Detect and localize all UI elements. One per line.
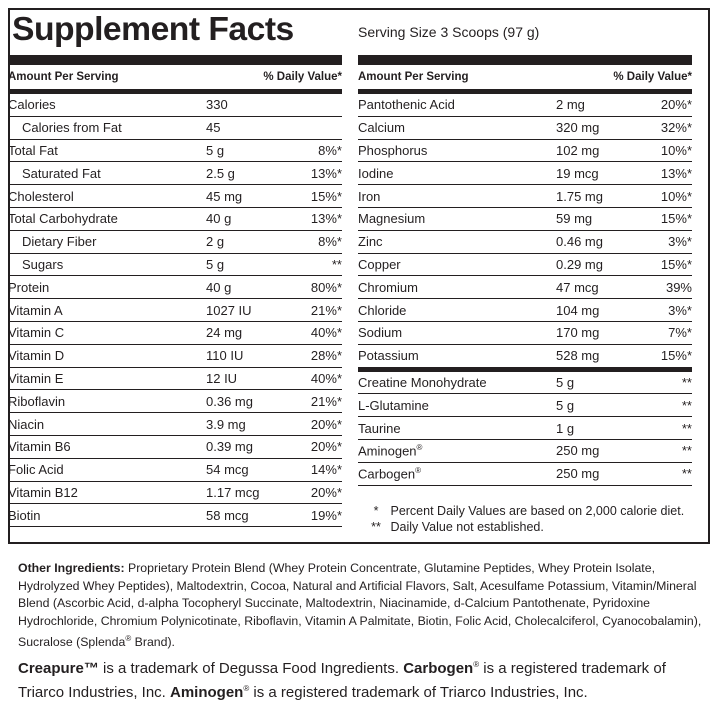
nutrient-name: Dietary Fiber xyxy=(22,234,97,250)
nutrient-row xyxy=(8,345,342,368)
nutrient-row xyxy=(8,276,342,299)
nutrient-dv: 80%* xyxy=(310,279,342,295)
nutrient-dv: 8%* xyxy=(318,142,342,158)
nutrient-amount: 330 xyxy=(206,97,228,113)
nutrient-amount: 47 mcg xyxy=(556,279,599,295)
nutrient-row xyxy=(8,94,342,117)
nutrient-dv: 15%* xyxy=(660,211,692,227)
nutrient-amount: 110 IU xyxy=(206,348,244,364)
trademark-notice: Creapure™ is a trademark of Degussa Food Ingredients. Carbogen® is a registered trademark of Triarco Industries, Inc. Aminogen® is a registered trademark of Triarco Industries, Inc. xyxy=(18,660,666,701)
nutrient-amount: 59 mg xyxy=(556,211,593,227)
nutrient-dv: 15%* xyxy=(660,256,692,272)
nutrient-name: Cholesterol xyxy=(8,188,74,204)
nutrient-row xyxy=(8,185,342,208)
nutrient-dv: 3%* xyxy=(668,234,692,250)
nutrient-dv: ** xyxy=(331,256,342,272)
dv-header: % Daily Value* xyxy=(613,71,692,83)
column-header xyxy=(8,65,342,94)
nutrient-name: Creatine Monohydrate xyxy=(358,374,487,390)
nutrient-dv: 8%* xyxy=(318,234,342,250)
nutrient-dv: 32%* xyxy=(660,120,692,136)
nutrient-amount: 528 mg xyxy=(556,348,600,364)
nutrient-dv: 15%* xyxy=(310,188,342,204)
nutrient-dv: ** xyxy=(681,397,692,413)
left-column xyxy=(8,55,342,527)
nutrient-dv: ** xyxy=(681,374,692,390)
nutrient-dv: 7%* xyxy=(668,325,692,341)
nutrient-amount: 1.75 mg xyxy=(556,188,603,204)
nutrient-amount: 2 g xyxy=(206,234,225,250)
nutrient-name: Vitamin D xyxy=(8,348,65,364)
nutrient-row xyxy=(358,463,692,486)
nutrient-dv: 20%* xyxy=(310,416,342,432)
nutrient-row xyxy=(358,394,692,417)
nutrient-dv: 28%* xyxy=(310,348,342,364)
nutrient-amount: 24 mg xyxy=(206,325,243,341)
nutrient-row xyxy=(358,94,692,117)
nutrient-amount: 0.36 mg xyxy=(206,393,253,409)
nutrient-name: Calories xyxy=(8,97,56,113)
nutrient-row xyxy=(358,276,692,299)
nutrient-row xyxy=(8,254,342,277)
nutrient-amount: 45 mg xyxy=(206,188,243,204)
nutrient-dv: 13%* xyxy=(310,211,342,227)
nutrient-name: Aminogen® xyxy=(358,443,423,459)
nutrient-amount: 2.5 g xyxy=(206,165,235,181)
nutrient-amount: 5 g xyxy=(556,397,575,413)
nutrient-row xyxy=(8,368,342,391)
nutrient-dv: 13%* xyxy=(310,165,342,181)
nutrient-name: Zinc xyxy=(358,234,383,250)
nutrient-name: Total Carbohydrate xyxy=(8,211,118,227)
nutrient-row xyxy=(358,345,692,372)
nutrient-dv: 40%* xyxy=(310,325,342,341)
nutrient-name: Chloride xyxy=(358,302,407,318)
nutrient-row xyxy=(8,162,342,185)
nutrient-amount: 40 g xyxy=(206,279,232,295)
nutrient-name: Chromium xyxy=(358,279,418,295)
nutrient-row xyxy=(8,482,342,505)
nutrient-dv: 40%* xyxy=(310,370,342,386)
nutrient-row xyxy=(8,436,342,459)
ingredients-label: Other Ingredients: xyxy=(18,561,125,575)
nutrient-row xyxy=(8,208,342,231)
nutrient-name: Sodium xyxy=(358,325,403,341)
panel-title: Supplement Facts xyxy=(12,10,294,47)
nutrient-amount: 5 g xyxy=(206,256,225,272)
nutrient-dv: 21%* xyxy=(310,393,342,409)
nutrient-name: Vitamin B12 xyxy=(8,484,78,500)
nutrient-row xyxy=(8,459,342,482)
nutrient-row xyxy=(358,440,692,463)
nutrient-name: Potassium xyxy=(358,348,419,364)
nutrient-name: Pantothenic Acid xyxy=(358,97,455,113)
nutrient-amount: 102 mg xyxy=(556,142,600,158)
nutrient-amount: 0.46 mg xyxy=(556,234,603,250)
right-column xyxy=(358,55,692,486)
serving-size: Serving Size 3 Scoops (97 g) xyxy=(358,24,540,40)
nutrient-row xyxy=(8,322,342,345)
nutrient-name: Carbogen® xyxy=(358,465,422,482)
nutrient-dv: ** xyxy=(681,443,692,459)
nutrient-name: Protein xyxy=(8,279,50,295)
nutrient-amount: 250 mg xyxy=(556,466,600,482)
nutrient-amount: 45 xyxy=(206,120,221,136)
nutrient-dv: 20%* xyxy=(310,439,342,455)
nutrient-dv: 10%* xyxy=(660,188,692,204)
nutrient-amount: 0.29 mg xyxy=(556,256,603,272)
nutrient-dv: 14%* xyxy=(310,462,342,478)
nutrient-row xyxy=(358,372,692,395)
nutrient-row xyxy=(8,390,342,413)
nutrient-amount: 5 g xyxy=(556,374,575,390)
nutrient-name: Vitamin C xyxy=(8,325,65,341)
nutrient-amount: 0.39 mg xyxy=(206,439,253,455)
nutrient-dv: 20%* xyxy=(310,484,342,500)
nutrient-amount: 40 g xyxy=(206,211,232,227)
nutrient-amount: 1 g xyxy=(556,420,575,436)
nutrient-name: Folic Acid xyxy=(8,462,64,478)
nutrient-name: Calcium xyxy=(358,120,405,136)
nutrient-row xyxy=(8,140,342,163)
nutrient-list-left xyxy=(8,94,342,527)
nutrient-row xyxy=(8,504,342,527)
nutrient-row xyxy=(358,117,692,140)
footnote: ** Daily Value not established. xyxy=(371,520,544,534)
ingredient-list-right xyxy=(358,372,692,486)
nutrient-name: Iodine xyxy=(358,165,394,181)
nutrient-row xyxy=(358,208,692,231)
nutrient-name: Sugars xyxy=(22,256,64,272)
nutrient-row xyxy=(358,322,692,345)
nutrient-amount: 54 mcg xyxy=(206,462,249,478)
top-bar xyxy=(8,55,342,65)
amount-header: Amount Per Serving xyxy=(8,71,119,83)
amount-header: Amount Per Serving xyxy=(358,71,469,83)
nutrient-amount: 320 mg xyxy=(556,120,600,136)
nutrient-name: Niacin xyxy=(8,416,45,432)
nutrient-row xyxy=(358,299,692,322)
nutrient-name: Total Fat xyxy=(8,142,58,158)
nutrient-amount: 1027 IU xyxy=(206,302,252,318)
nutrient-amount: 5 g xyxy=(206,142,225,158)
nutrient-name: Riboflavin xyxy=(8,393,66,409)
nutrient-amount: 12 IU xyxy=(206,370,238,386)
nutrient-dv: 3%* xyxy=(668,302,692,318)
nutrient-dv: 10%* xyxy=(660,142,692,158)
nutrient-row xyxy=(358,162,692,185)
nutrient-amount: 250 mg xyxy=(556,443,600,459)
nutrient-amount: 1.17 mcg xyxy=(206,484,260,500)
nutrient-amount: 170 mg xyxy=(556,325,600,341)
nutrient-name: Vitamin A xyxy=(8,302,63,318)
nutrient-name: Vitamin B6 xyxy=(8,439,71,455)
nutrient-row xyxy=(358,185,692,208)
nutrient-row xyxy=(358,231,692,254)
nutrient-name: Copper xyxy=(358,256,401,272)
nutrient-amount: 3.9 mg xyxy=(206,416,246,432)
nutrient-name: Taurine xyxy=(358,420,401,436)
nutrient-amount: 58 mcg xyxy=(206,507,249,523)
nutrient-amount: 104 mg xyxy=(556,302,600,318)
nutrient-row xyxy=(8,117,342,140)
other-ingredients: Other Ingredients: Proprietary Protein Blend (Whey Protein Concentrate, Glutamine Peptides, Whey Protein Isolate, Hydrolyzed Whey Peptides), Maltodextrin, Cocoa, Natural and Artificial Flavors, Salt, Acesulfame Potassium, Vitamin/Mineral Blend (Ascorbic Acid, d-alpha Tocopheryl Succinate, Maltodextrin, Niacinamide, d-Calcium Pantothenate, Pyridoxine Hydrochloride, Chromium Polynicotinate, Riboflavin, Vitamin A Palmitate, Biotin, Folic Acid, Cholecalciferol, Cyanocobalamin), Sucralose (Splenda® Brand). xyxy=(18,561,702,650)
dv-header: % Daily Value* xyxy=(263,71,342,83)
nutrient-row xyxy=(358,140,692,163)
nutrient-name: Iron xyxy=(358,188,381,204)
nutrient-dv: 20%* xyxy=(660,97,692,113)
footnote: * Percent Daily Values are based on 2,000 calorie diet. xyxy=(373,504,685,518)
nutrient-row xyxy=(358,417,692,440)
nutrient-row xyxy=(358,254,692,277)
nutrient-name: L-Glutamine xyxy=(358,397,429,413)
nutrient-dv: 15%* xyxy=(660,348,692,364)
nutrient-dv: 39% xyxy=(665,279,692,295)
nutrient-name: Phosphorus xyxy=(358,142,428,158)
column-header xyxy=(358,65,692,94)
nutrient-name: Vitamin E xyxy=(8,370,64,386)
nutrient-dv: ** xyxy=(681,466,692,482)
top-bar xyxy=(358,55,692,65)
nutrient-amount: 19 mcg xyxy=(556,165,599,181)
nutrient-dv: 13%* xyxy=(660,165,692,181)
nutrient-name: Calories from Fat xyxy=(22,120,122,136)
nutrient-name: Biotin xyxy=(8,507,41,523)
nutrient-row xyxy=(8,231,342,254)
nutrient-name: Saturated Fat xyxy=(22,165,101,181)
nutrient-row xyxy=(8,299,342,322)
nutrient-dv: ** xyxy=(681,420,692,436)
nutrient-row xyxy=(8,413,342,436)
nutrient-dv: 21%* xyxy=(310,302,342,318)
nutrient-name: Magnesium xyxy=(358,211,426,227)
nutrient-list-right xyxy=(358,94,692,372)
footnotes xyxy=(365,503,684,535)
nutrient-dv: 19%* xyxy=(310,507,342,523)
nutrient-amount: 2 mg xyxy=(556,97,585,113)
